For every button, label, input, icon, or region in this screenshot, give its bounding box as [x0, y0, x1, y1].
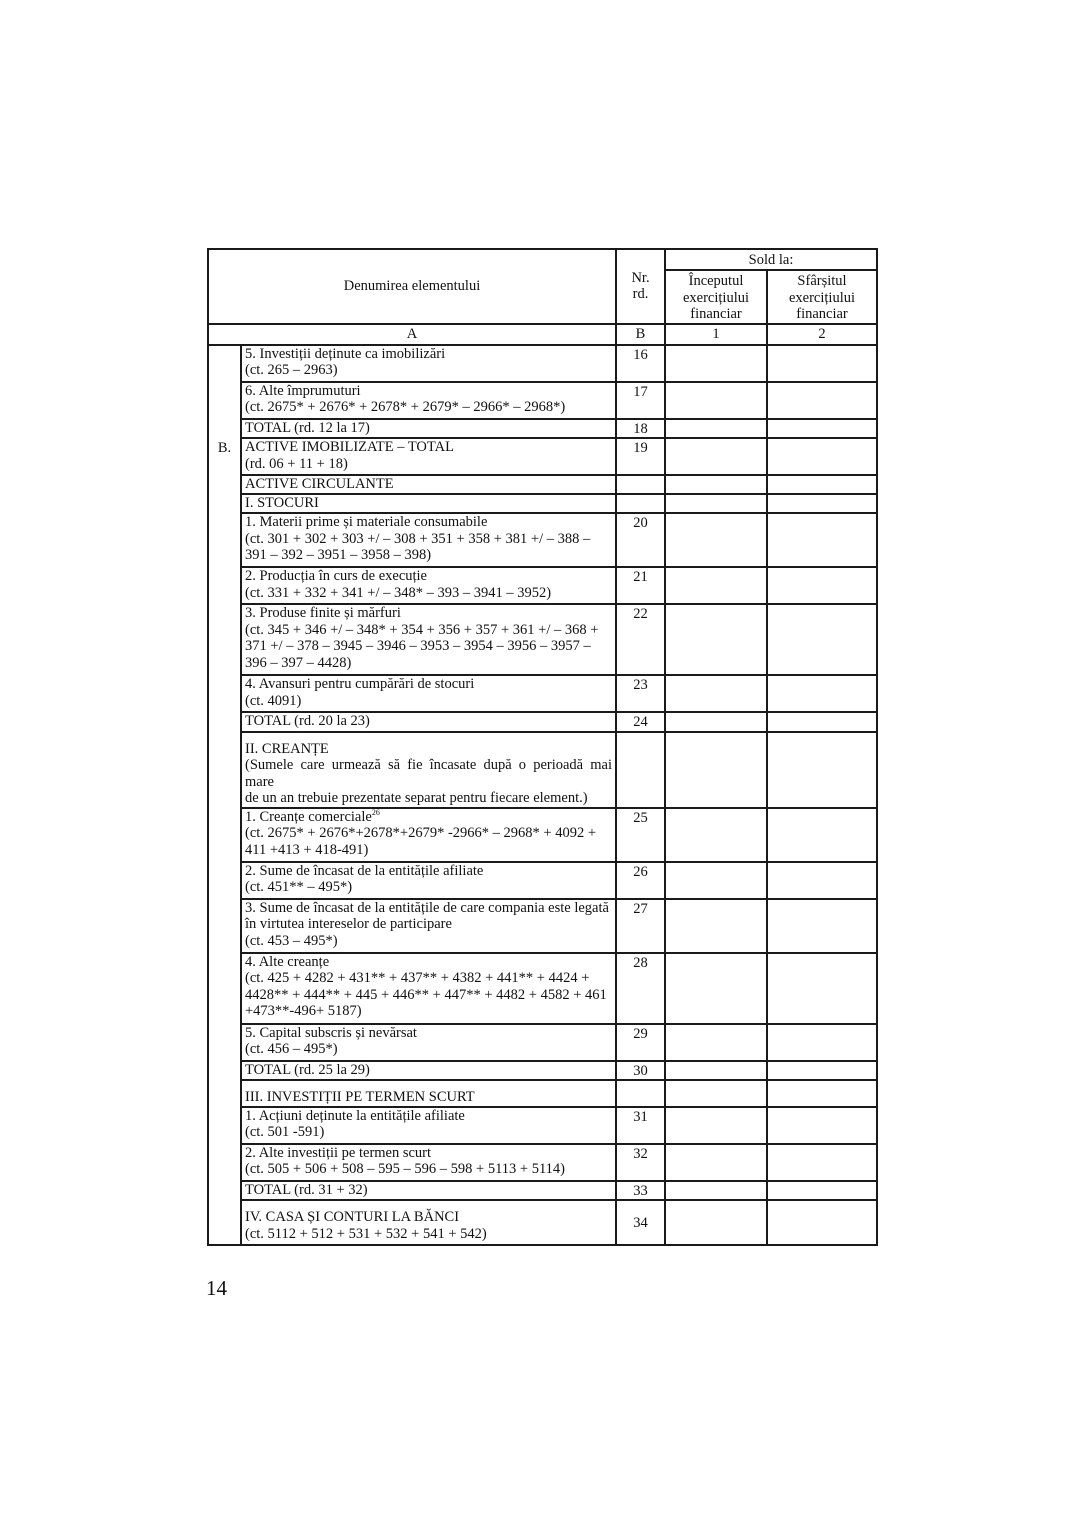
- row-number: [616, 494, 665, 513]
- row-number: 31: [616, 1107, 665, 1144]
- row-element-name: [241, 1200, 616, 1245]
- cell-start-balance[interactable]: [665, 1061, 767, 1081]
- row-name-line: [245, 514, 612, 531]
- cell-end-balance[interactable]: [767, 1107, 877, 1144]
- row-name-line: [245, 900, 612, 917]
- cell-start-balance[interactable]: [665, 1024, 767, 1061]
- header-start: [665, 270, 767, 324]
- table-row: [208, 1080, 877, 1107]
- row-name-text: (ct. 505 + 506 + 508 – 595 – 596 – 598 + 5113 + 5114): [245, 1161, 566, 1177]
- row-name-text: 1. Materii prime și materiale consumabile: [245, 514, 488, 530]
- row-name-text: I. STOCURI: [245, 495, 319, 511]
- table-row: [208, 419, 877, 439]
- row-section-letter: [208, 808, 241, 862]
- row-name-text: 396 – 397 – 4428): [245, 654, 352, 671]
- cell-end-balance[interactable]: [767, 953, 877, 1024]
- row-name-line: [245, 933, 612, 950]
- cell-start-balance[interactable]: [665, 899, 767, 953]
- row-top-spacing: [245, 1201, 612, 1209]
- row-section-letter: [208, 567, 241, 604]
- row-name-text: (ct. 4091): [245, 692, 302, 709]
- row-name-line: [245, 420, 612, 437]
- row-element-name: [241, 475, 616, 494]
- row-section-letter: [208, 494, 241, 513]
- cell-end-balance[interactable]: [767, 1144, 877, 1181]
- row-name-line: [245, 1041, 612, 1058]
- row-name-text: 3. Sume de încasat de la entitățile de care compania este legată: [245, 899, 609, 916]
- row-number: 24: [616, 712, 665, 732]
- row-name-text: II. CREANȚE: [245, 740, 329, 757]
- row-name-line: [245, 916, 612, 933]
- table-row: [208, 604, 877, 675]
- row-section-letter: [208, 675, 241, 712]
- table-row: [208, 1144, 877, 1181]
- row-name-line: [245, 622, 612, 639]
- row-top-spacing: [245, 733, 612, 741]
- cell-end-balance[interactable]: [767, 382, 877, 419]
- row-number: 20: [616, 513, 665, 567]
- row-name-text: IV. CASA ȘI CONTURI LA BĂNCI: [245, 1209, 460, 1225]
- row-name-text: 411 +413 + 418-491): [245, 841, 369, 858]
- row-name-line: [245, 1209, 612, 1226]
- row-number: [616, 1080, 665, 1107]
- cell-start-balance[interactable]: [665, 1200, 767, 1245]
- row-name-line: [245, 757, 612, 790]
- header-start-line: financiar: [690, 306, 742, 322]
- row-section-letter: [208, 604, 241, 675]
- row-section-letter: [208, 862, 241, 899]
- row-name-line: [245, 987, 612, 1004]
- row-name-text: TOTAL (rd. 20 la 23): [245, 713, 370, 729]
- row-name-text: (ct. 301 + 302 + 303 +/ – 308 + 351 + 358 + 381 +/ – 388 –: [245, 530, 591, 547]
- row-section-letter: [208, 1181, 241, 1201]
- header-nr: [616, 249, 665, 324]
- row-element-name: [241, 953, 616, 1024]
- row-name-line: [245, 741, 612, 758]
- row-name-text: 391 – 392 – 3951 – 3958 – 398): [245, 547, 432, 563]
- row-element-name: [241, 1144, 616, 1181]
- row-name-line: [245, 1062, 612, 1079]
- table-row: [208, 1200, 877, 1245]
- row-name-text: 2. Sume de încasat de la entitățile afiliate: [245, 862, 484, 879]
- table-row: [208, 712, 877, 732]
- cell-start-balance[interactable]: [665, 712, 767, 732]
- table-row: [208, 494, 877, 513]
- header-nr-line: rd.: [632, 286, 649, 303]
- cell-end-balance[interactable]: [767, 475, 877, 494]
- cell-start-balance[interactable]: [665, 1107, 767, 1144]
- page-number: 14: [206, 1276, 227, 1300]
- row-name-text: (ct. 345 + 346 +/ – 348* + 354 + 356 + 357 + 361 +/ – 368 +: [245, 621, 599, 638]
- table-row: [208, 345, 877, 382]
- row-name-line: [245, 655, 612, 672]
- row-number: 28: [616, 953, 665, 1024]
- row-name-line: [245, 362, 612, 379]
- row-number: 33: [616, 1181, 665, 1201]
- row-name-text: (ct. 501 -591): [245, 1124, 325, 1140]
- cell-end-balance[interactable]: [767, 808, 877, 862]
- row-number: [616, 732, 665, 808]
- row-number: 27: [616, 899, 665, 953]
- row-name-text: ACTIVE IMOBILIZATE – TOTAL: [245, 439, 454, 455]
- cell-start-balance[interactable]: [665, 604, 767, 675]
- row-name-text: (rd. 06 + 11 + 18): [245, 455, 348, 472]
- cell-end-balance[interactable]: [767, 1181, 877, 1201]
- row-element-name: [241, 567, 616, 604]
- row-element-name: [241, 1181, 616, 1201]
- row-section-letter: [208, 1024, 241, 1061]
- row-name-line: [245, 1161, 612, 1178]
- row-name-line: [245, 1025, 612, 1042]
- row-number: [616, 475, 665, 494]
- row-name-text: (ct. 331 + 332 + 341 +/ – 348* – 393 – 3941 – 3952): [245, 584, 552, 601]
- row-element-name: [241, 808, 616, 862]
- row-top-spacing: [245, 1081, 612, 1089]
- row-number: 29: [616, 1024, 665, 1061]
- row-name-line: [245, 863, 612, 880]
- table-row: [208, 1107, 877, 1144]
- row-number: 18: [616, 419, 665, 439]
- row-element-name: [241, 899, 616, 953]
- row-number: 30: [616, 1061, 665, 1081]
- row-section-letter: [208, 513, 241, 567]
- row-name-line: [245, 842, 612, 859]
- row-number: 16: [616, 345, 665, 382]
- row-name-line: [245, 547, 612, 564]
- row-name-line: [245, 568, 612, 585]
- cell-end-balance[interactable]: [767, 732, 877, 808]
- cell-start-balance[interactable]: [665, 732, 767, 808]
- table-row: [208, 513, 877, 567]
- row-name-line: [245, 605, 612, 622]
- row-name-text: (ct. 2675* + 2676* + 2678* + 2679* – 2966* – 2968*): [245, 399, 566, 415]
- row-element-name: [241, 862, 616, 899]
- row-name-line: [245, 879, 612, 896]
- index-a: A: [208, 324, 616, 345]
- row-name-text: 1. Acțiuni deținute la entitățile afiliate: [245, 1107, 465, 1124]
- header-name: [208, 249, 616, 324]
- row-section-letter: [208, 382, 241, 419]
- row-section-letter: [208, 419, 241, 439]
- table-body: [208, 345, 877, 1246]
- table-row: [208, 382, 877, 419]
- row-element-name: [241, 1107, 616, 1144]
- row-name-text: (ct. 5112 + 512 + 531 + 532 + 541 + 542): [245, 1225, 487, 1242]
- row-name-text: TOTAL (rd. 25 la 29): [245, 1061, 370, 1078]
- row-name-text: 4428** + 444** + 445 + 446** + 447** + 4482 + 4582 + 461: [245, 986, 607, 1003]
- footnote-marker: 26: [371, 807, 380, 817]
- cell-end-balance[interactable]: [767, 438, 877, 475]
- row-name-line: [245, 809, 612, 826]
- row-name-text: ACTIVE CIRCULANTE: [245, 476, 394, 492]
- row-name-line: [245, 383, 612, 400]
- row-name-line: [245, 1108, 612, 1125]
- row-name-line: [245, 693, 612, 710]
- row-name-line: [245, 439, 612, 456]
- row-number: 25: [616, 808, 665, 862]
- row-number: 23: [616, 675, 665, 712]
- row-name-line: [245, 825, 612, 842]
- cell-start-balance[interactable]: [665, 1080, 767, 1107]
- cell-start-balance[interactable]: [665, 953, 767, 1024]
- cell-start-balance[interactable]: [665, 345, 767, 382]
- row-element-name: [241, 732, 616, 808]
- row-number: 22: [616, 604, 665, 675]
- row-name-text: (ct. 425 + 4282 + 431** + 437** + 4382 + 441** + 4424 +: [245, 970, 590, 986]
- row-name-line: [245, 790, 612, 807]
- cell-start-balance[interactable]: [665, 438, 767, 475]
- row-name-text: 4. Avansuri pentru cumpărări de stocuri: [245, 676, 475, 692]
- row-section-letter: [208, 1144, 241, 1181]
- table-row: [208, 953, 877, 1024]
- header-end-line: Sfârșitul: [797, 273, 847, 289]
- row-name-text: (ct. 265 – 2963): [245, 362, 338, 378]
- row-number: 34: [616, 1200, 665, 1245]
- row-name-line: [245, 456, 612, 473]
- row-name-text: (ct. 451** – 495*): [245, 879, 353, 895]
- row-element-name: [241, 382, 616, 419]
- row-name-line: [245, 1003, 612, 1020]
- row-name-text: 4. Alte creanțe: [245, 953, 330, 970]
- header-name-label: Denumirea elementului: [343, 278, 481, 294]
- index-row: [208, 324, 877, 345]
- row-section-letter: [208, 1080, 241, 1107]
- table-row: [208, 1024, 877, 1061]
- header-end: [767, 270, 877, 324]
- row-name-line: [245, 638, 612, 655]
- table-row: [208, 899, 877, 953]
- row-name-text: 2. Producția în curs de execuție: [245, 568, 427, 584]
- row-name-line: [245, 1145, 612, 1162]
- cell-end-balance[interactable]: [767, 1024, 877, 1061]
- cell-end-balance[interactable]: [767, 1200, 877, 1245]
- row-name-text: III. INVESTIȚII PE TERMEN SCURT: [245, 1089, 475, 1105]
- row-element-name: [241, 1024, 616, 1061]
- row-section-letter: [208, 345, 241, 382]
- cell-end-balance[interactable]: [767, 1080, 877, 1107]
- header-sold: [665, 249, 877, 270]
- row-element-name: [241, 345, 616, 382]
- table-row: [208, 675, 877, 712]
- row-element-name: [241, 604, 616, 675]
- row-name-text: (ct. 456 – 495*): [245, 1041, 338, 1057]
- row-element-name: [241, 1080, 616, 1107]
- index-1: 1: [665, 324, 767, 345]
- row-name-line: [245, 495, 612, 512]
- cell-end-balance[interactable]: [767, 1061, 877, 1081]
- header-end-line: financiar: [796, 306, 848, 322]
- table-row: [208, 862, 877, 899]
- row-number: 32: [616, 1144, 665, 1181]
- row-number: 21: [616, 567, 665, 604]
- row-name-text: 2. Alte investiții pe termen scurt: [245, 1144, 432, 1161]
- row-name-line: [245, 346, 612, 363]
- cell-start-balance[interactable]: [665, 1181, 767, 1201]
- cell-end-balance[interactable]: [767, 494, 877, 513]
- row-element-name: [241, 438, 616, 475]
- row-element-name: [241, 1061, 616, 1081]
- row-name-line: [245, 676, 612, 693]
- index-2: 2: [767, 324, 877, 345]
- row-name-text: 5. Capital subscris și nevărsat: [245, 1024, 417, 1041]
- table-row: [208, 808, 877, 862]
- cell-end-balance[interactable]: [767, 604, 877, 675]
- row-name-line: [245, 531, 612, 548]
- cell-end-balance[interactable]: [767, 675, 877, 712]
- cell-end-balance[interactable]: [767, 345, 877, 382]
- row-name-text: TOTAL (rd. 12 la 17): [245, 419, 370, 436]
- row-name-text: 6. Alte împrumuturi: [245, 382, 361, 399]
- row-name-text: TOTAL (rd. 31 + 32): [245, 1181, 368, 1198]
- row-name-text: 3. Produse finite și mărfuri: [245, 605, 401, 621]
- row-element-name: [241, 513, 616, 567]
- index-b: B: [616, 324, 665, 345]
- cell-start-balance[interactable]: [665, 513, 767, 567]
- cell-end-balance[interactable]: [767, 712, 877, 732]
- row-name-text: 1. Creanțe comerciale: [245, 808, 372, 825]
- cell-end-balance[interactable]: [767, 862, 877, 899]
- row-name-line: [245, 585, 612, 602]
- row-name-line: [245, 1124, 612, 1141]
- row-name-text: +473**-496+ 5187): [245, 1003, 362, 1019]
- row-name-line: [245, 954, 612, 971]
- header-sold-label: Sold la:: [748, 252, 794, 269]
- row-name-line: [245, 476, 612, 493]
- row-section-letter: [208, 475, 241, 494]
- row-name-text: (ct. 453 – 495*): [245, 932, 338, 949]
- cell-end-balance[interactable]: [767, 513, 877, 567]
- table-row: [208, 567, 877, 604]
- header-start-line: Începutul: [688, 273, 744, 289]
- cell-start-balance[interactable]: [665, 808, 767, 862]
- row-section-letter: [208, 899, 241, 953]
- row-name-line: [245, 713, 612, 730]
- row-name-text: 371 +/ – 378 – 3945 – 3946 – 3953 – 3954 – 3956 – 3957 –: [245, 638, 591, 654]
- row-section-letter: [208, 1061, 241, 1081]
- row-element-name: [241, 675, 616, 712]
- cell-start-balance[interactable]: [665, 862, 767, 899]
- cell-end-balance[interactable]: [767, 899, 877, 953]
- row-name-text: (Sumele care urmează să fie încasate după o perioadă mai mare: [245, 757, 612, 790]
- row-element-name: [241, 712, 616, 732]
- cell-end-balance[interactable]: [767, 419, 877, 439]
- balance-sheet-table: [207, 248, 878, 1246]
- cell-start-balance[interactable]: [665, 675, 767, 712]
- row-name-line: [245, 970, 612, 987]
- cell-start-balance[interactable]: [665, 382, 767, 419]
- row-number: 19: [616, 438, 665, 475]
- row-section-letter: [208, 1200, 241, 1245]
- row-element-name: [241, 419, 616, 439]
- row-name-line: [245, 399, 612, 416]
- table-row: [208, 732, 877, 808]
- cell-end-balance[interactable]: [767, 567, 877, 604]
- row-element-name: [241, 494, 616, 513]
- row-section-letter: [208, 712, 241, 732]
- row-name-text: în virtutea intereselor de participare: [245, 916, 452, 932]
- header-start-line: exercițiului: [682, 289, 750, 306]
- cell-start-balance[interactable]: [665, 494, 767, 513]
- table-row: [208, 1181, 877, 1201]
- header-end-line: exercițiului: [788, 289, 856, 306]
- cell-start-balance[interactable]: [665, 1144, 767, 1181]
- row-name-text: 5. Investiții deținute ca imobilizări: [245, 345, 446, 362]
- row-name-line: [245, 1182, 612, 1199]
- row-name-text: (ct. 2675* + 2676*+2678*+2679* -2966* – 2968* + 4092 +: [245, 825, 597, 841]
- row-name-text: de un an trebuie prezentate separat pentru fiecare element.): [245, 790, 588, 806]
- row-number: 17: [616, 382, 665, 419]
- row-name-line: [245, 1226, 612, 1243]
- cell-start-balance[interactable]: [665, 567, 767, 604]
- row-section-letter: [208, 953, 241, 1024]
- row-section-letter: [208, 732, 241, 808]
- table-row: [208, 1061, 877, 1081]
- table-row: [208, 475, 877, 494]
- row-section-letter: [208, 1107, 241, 1144]
- row-section-letter: B.: [208, 438, 241, 475]
- table-row: [208, 438, 877, 475]
- cell-start-balance[interactable]: [665, 419, 767, 439]
- header-row-top: [208, 249, 877, 270]
- row-number: 26: [616, 862, 665, 899]
- header-nr-line: Nr.: [631, 269, 650, 286]
- row-name-line: [245, 1089, 612, 1106]
- cell-start-balance[interactable]: [665, 475, 767, 494]
